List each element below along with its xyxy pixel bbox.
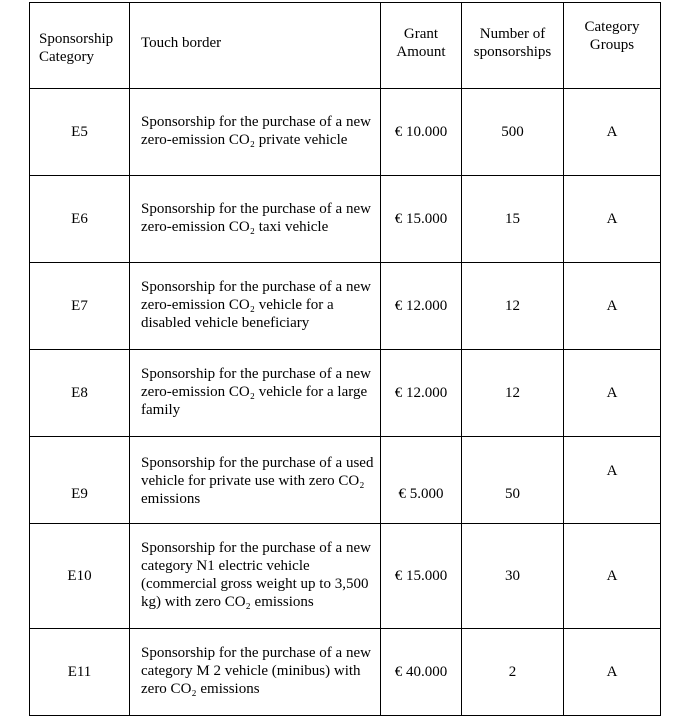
sponsorship-count: 30 (505, 568, 520, 584)
description-text: Sponsorship for the purchase of a new zero-emission CO₂ vehicle for a disabled vehicle beneficiary (141, 279, 371, 331)
grant-amount: € 5.000 (398, 486, 444, 502)
category-cell (30, 437, 130, 524)
grant-amount: € 40.000 (394, 664, 448, 680)
description-cell (130, 89, 381, 176)
category-code: E10 (67, 568, 92, 584)
amount-cell (381, 350, 462, 437)
description-text: Sponsorship for the purchase of a new category N1 electric vehicle (commercial gross weight up to 3,500 kg) with zero CO₂ emissions (141, 540, 371, 610)
table-row-e8 (30, 350, 661, 437)
group-cell (564, 350, 661, 437)
sponsorship-count: 2 (508, 664, 517, 680)
category-group: A (606, 211, 618, 227)
category-cell (30, 89, 130, 176)
description-cell (130, 629, 381, 716)
description-cell (130, 350, 381, 437)
grant-amount: € 10.000 (394, 124, 448, 140)
table-row-e11 (30, 629, 661, 716)
grant-amount: € 15.000 (394, 568, 448, 584)
category-cell (30, 629, 130, 716)
category-code: E6 (71, 211, 88, 227)
table-header (30, 3, 661, 89)
description-cell (130, 263, 381, 350)
category-code: E5 (71, 124, 88, 140)
description-text: Sponsorship for the purchase of a new zero-emission CO₂ private vehicle (141, 114, 371, 148)
header-category-groups (564, 3, 661, 89)
header-number-line2: sponsorships (473, 44, 552, 60)
category-group: A (606, 463, 618, 479)
category-cell (30, 176, 130, 263)
number-cell (462, 437, 564, 524)
description-cell (130, 176, 381, 263)
sponsorship-table (29, 2, 661, 716)
category-group: A (606, 664, 618, 680)
number-cell (462, 524, 564, 629)
table-row-e7 (30, 263, 661, 350)
header-touch-border-label: Touch border (141, 35, 222, 51)
sponsorship-count: 50 (505, 486, 520, 502)
header-sponsorship-category-line2: Category (39, 49, 94, 65)
description-text: Sponsorship for the purchase of a new zero-emission CO₂ vehicle for a large family (141, 366, 371, 418)
header-row (30, 3, 661, 89)
category-group: A (606, 568, 618, 584)
grant-amount: € 15.000 (394, 211, 448, 227)
description-cell (130, 437, 381, 524)
category-code: E9 (71, 486, 88, 502)
category-cell (30, 263, 130, 350)
category-code: E8 (71, 385, 88, 401)
amount-cell (381, 437, 462, 524)
header-number-line1: Number of (479, 26, 546, 42)
grant-amount: € 12.000 (394, 298, 448, 314)
header-sponsorship-category (30, 3, 130, 89)
number-cell (462, 263, 564, 350)
header-touch-border (130, 3, 381, 89)
number-cell (462, 176, 564, 263)
category-group: A (606, 385, 618, 401)
header-grant-amount-line2: Amount (396, 44, 446, 60)
amount-cell (381, 263, 462, 350)
sponsorship-count: 12 (505, 385, 520, 401)
header-groups-line1: Category (584, 18, 640, 35)
description-cell (130, 524, 381, 629)
number-cell (462, 89, 564, 176)
category-code: E11 (67, 664, 92, 680)
sponsorship-count: 12 (505, 298, 520, 314)
header-number-of-sponsorships (462, 3, 564, 89)
header-grant-amount (381, 3, 462, 89)
grant-amount: € 12.000 (394, 385, 448, 401)
sponsorship-count: 15 (505, 211, 520, 227)
sponsorship-count: 500 (501, 124, 524, 140)
amount-cell (381, 524, 462, 629)
amount-cell (381, 176, 462, 263)
table-body (30, 89, 661, 716)
description-text: Sponsorship for the purchase of a new zero-emission CO₂ taxi vehicle (141, 201, 371, 235)
category-group: A (606, 298, 618, 314)
header-sponsorship-category-line1: Sponsorship (39, 31, 114, 47)
table-row-e5 (30, 89, 661, 176)
group-cell (564, 176, 661, 263)
group-cell (564, 89, 661, 176)
group-cell (564, 437, 661, 524)
category-group: A (606, 124, 618, 140)
number-cell (462, 350, 564, 437)
header-grant-amount-line1: Grant (403, 26, 439, 42)
table-row-e6 (30, 176, 661, 263)
category-cell (30, 524, 130, 629)
group-cell (564, 524, 661, 629)
category-cell (30, 350, 130, 437)
table-row-e10 (30, 524, 661, 629)
description-text: Sponsorship for the purchase of a used vehicle for private use with zero CO₂ emissions (141, 455, 374, 507)
group-cell (564, 629, 661, 716)
amount-cell (381, 89, 462, 176)
table-row-e9 (30, 437, 661, 524)
header-groups-line2: Groups (589, 36, 635, 53)
category-code: E7 (71, 298, 88, 314)
number-cell (462, 629, 564, 716)
amount-cell (381, 629, 462, 716)
description-text: Sponsorship for the purchase of a new category M 2 vehicle (minibus) with zero CO₂ emissions (141, 645, 371, 697)
group-cell (564, 263, 661, 350)
